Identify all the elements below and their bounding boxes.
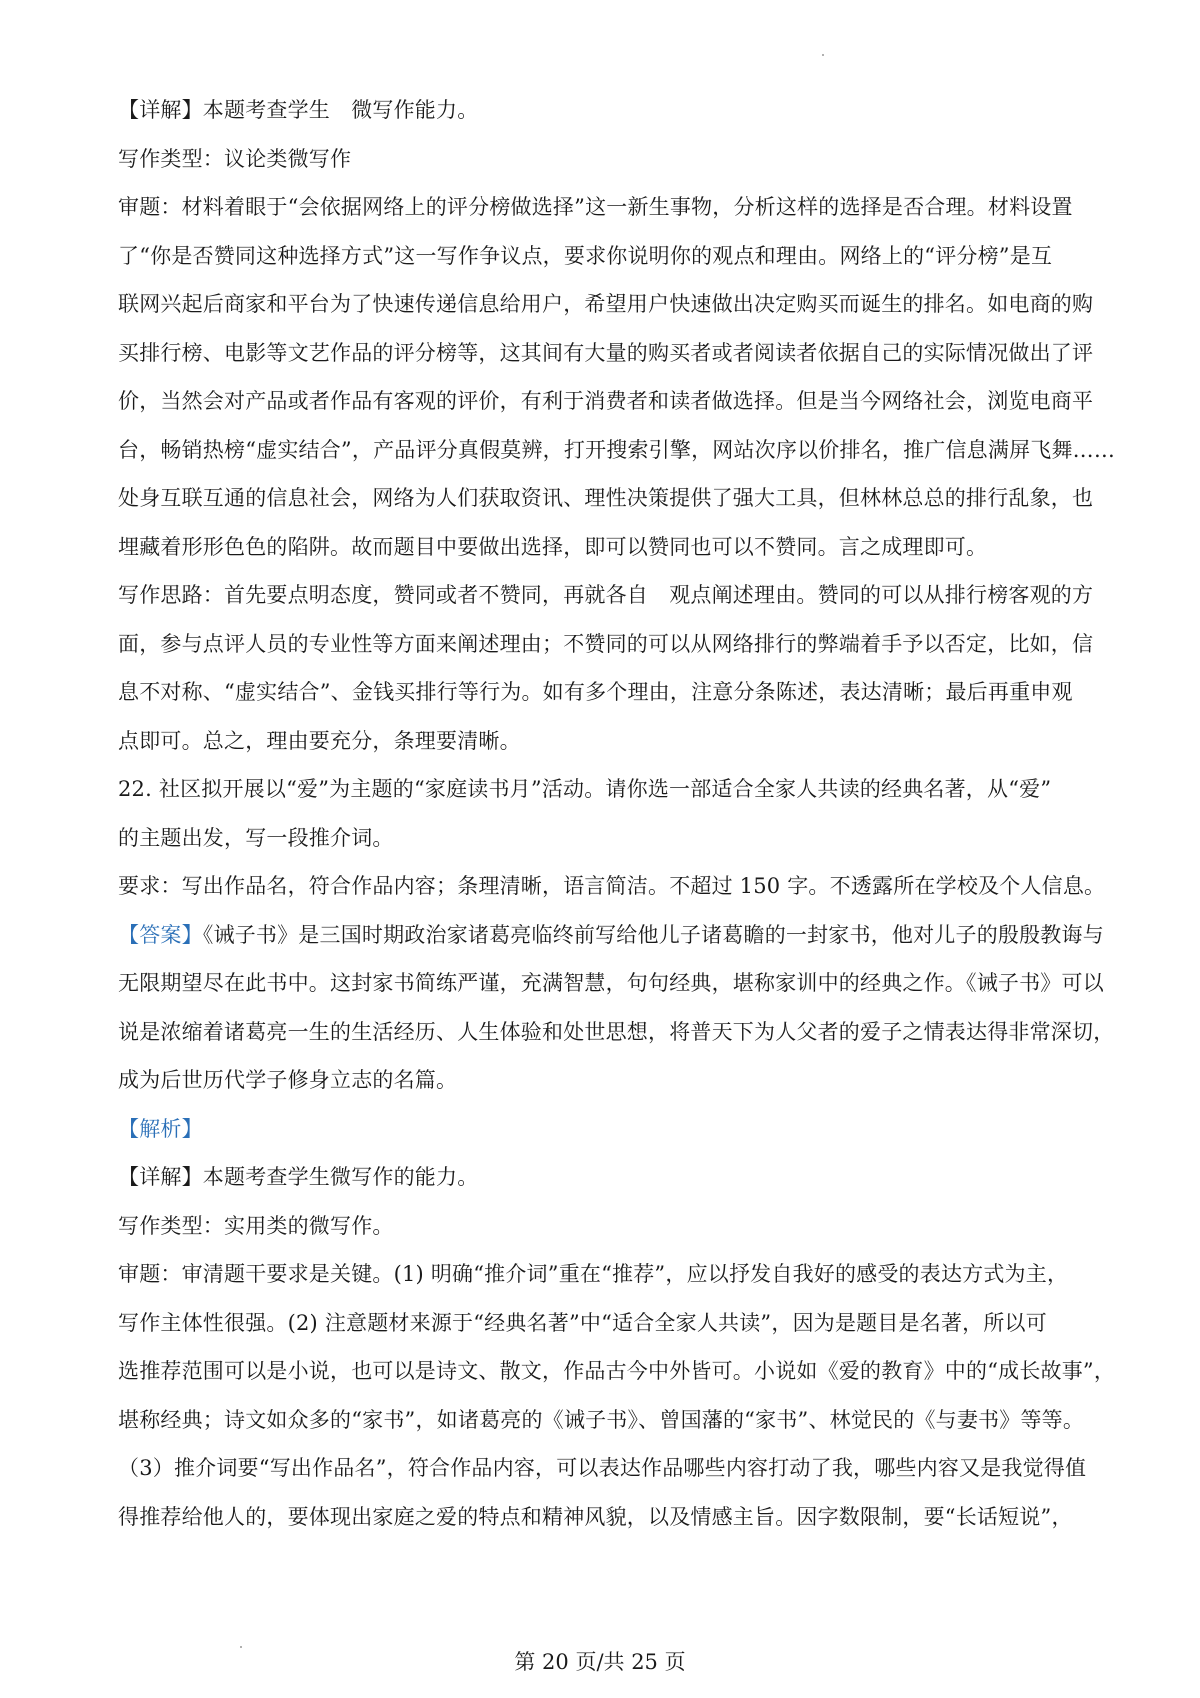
text-line: 联网兴起后商家和平台为了快速传递信息给用户，希望用户快速做出决定购买而诞生的排名。如电商的购 [118, 292, 1094, 316]
question-line: 的主题出发，写一段推介词。 [118, 825, 394, 850]
answer-line: 成为后世历代学子修身立志的名篇。 [118, 1068, 458, 1092]
text-line: 审题：材料着眼于“会依据网络上的评分榜做选择”这一新生事物，分析这样的选择是否合理。材料设置 [118, 195, 1073, 219]
text-line: 堪称经典；诗文如众多的“家书”，如诸葛亮的《诫子书》、曾国藩的“家书”、林觉民的《与妻书》等等。 [118, 1407, 1085, 1432]
text-line: 审题：审清题干要求是关键。(1) 明确“推介词”重在“推荐”，应以抒发自我好的感受的表达方式为主， [118, 1262, 1069, 1286]
text-line: 【详解】本题考查学生 微写作能力。 [118, 98, 479, 122]
answer-label: 【答案】 [118, 922, 203, 947]
text-line: 了“你是否赞同这种选择方式”这一写作争议点，要求你说明你的观点和理由。网络上的“评分榜”是互 [118, 243, 1053, 268]
document-body [118, 86, 1116, 1541]
text-line: 写作思路：首先要点明态度，赞同或者不赞同，再就各自 观点阐述理由。赞同的可以从排行榜客观的方 [118, 583, 1094, 607]
text-line: 【详解】本题考查学生微写作的能力。 [118, 1165, 479, 1189]
answer-line [118, 911, 1104, 960]
text-line: 写作主体性很强。(2) 注意题材来源于“经典名著”中“适合全家人共读”，因为是题目是名著，所以可 [118, 1310, 1047, 1335]
text-line: 选推荐范围可以是小说，也可以是诗文、散文，作品古今中外皆可。小说如《爱的教育》中的“成长故事”， [118, 1359, 1116, 1383]
text-line: 点即可。总之，理由要充分，条理要清晰。 [118, 728, 521, 753]
text-line: （3）推介词要“写出作品名”，符合作品内容，可以表达作品哪些内容打动了我，哪些内容又是我觉得值 [118, 1456, 1087, 1480]
scan-speck [240, 1646, 242, 1648]
text-line: 埋藏着形形色色的陷阱。故而题目中要做出选择，即可以赞同也可以不赞同。言之成理即可。 [118, 534, 988, 559]
text-line: 价，当然会对产品或者作品有客观的评价，有利于消费者和读者做选择。但是当今网络社会，浏览电商平 [118, 389, 1094, 413]
question-line: 22. 社区拟开展以“爱”为主题的“家庭读书月”活动。请你选一部适合全家人共读的经典名著，从“爱” [118, 777, 1052, 801]
text-line: 写作类型：议论类微写作 [118, 146, 352, 171]
text-line: 买排行榜、电影等文艺作品的评分榜等，这其间有大量的购买者或者阅读者依据自己的实际情况做出了评 [118, 340, 1094, 365]
requirement-line: 要求：写出作品名，符合作品内容；条理清晰，语言简洁。不超过 150 字。不透露所在学校及个人信息。 [118, 874, 1106, 898]
analysis-label: 【解析】 [118, 1116, 203, 1141]
text-line: 面，参与点评人员的专业性等方面来阐述理由；不赞同的可以从网络排行的弊端着手予以否定，比如，信 [118, 631, 1094, 656]
page-footer: 第 20 页/共 25 页 [514, 1650, 686, 1674]
answer-line: 无限期望尽在此书中。这封家书简练严谨，充满智慧，句句经典，堪称家训中的经典之作。《诫子书》可以 [118, 971, 1104, 995]
text-line: 得推荐给他人的，要体现出家庭之爱的特点和精神风貌，以及情感主旨。因字数限制，要“长话短说”， [118, 1504, 1073, 1529]
text-line: 处身互联互通的信息社会，网络为人们获取资讯、理性决策提供了强大工具，但林林总总的排行乱象，也 [118, 486, 1094, 510]
text-line: 台，畅销热榜“虚实结合”，产品评分真假莫辨，打开搜索引擎，网站次序以价排名，推广信息满屏飞舞…… [118, 437, 1116, 462]
answer-text: 《诫子书》是三国时期政治家诸葛亮临终前写给他儿子诸葛瞻的一封家书，他对儿子的殷殷教诲与 [202, 922, 1104, 947]
text-line: 息不对称、“虚实结合”、金钱买排行等行为。如有多个理由，注意分条陈述，表达清晰；最后再重申观 [118, 680, 1073, 704]
answer-line: 说是浓缩着诸葛亮一生的生活经历、人生体验和处世思想，将普天下为人父者的爱子之情表达得非常深切， [118, 1019, 1115, 1044]
scan-speck [822, 54, 824, 56]
text-line: 写作类型：实用类的微写作。 [118, 1213, 394, 1238]
